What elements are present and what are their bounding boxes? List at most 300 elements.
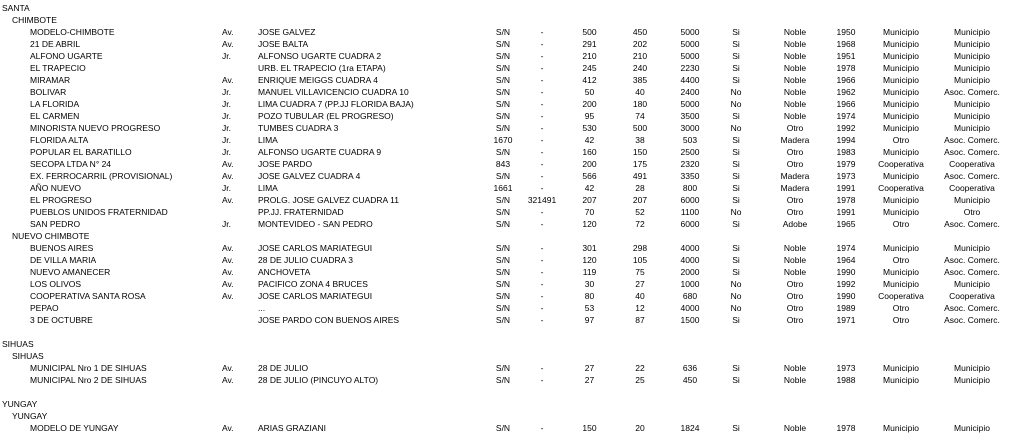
owner: Municipio xyxy=(883,51,919,61)
administrator: Otro xyxy=(963,207,981,217)
street-number: S/N xyxy=(495,267,511,277)
table-row xyxy=(0,98,1010,110)
street-number: S/N xyxy=(495,207,511,217)
owner: Municipio xyxy=(883,99,919,109)
street-number: S/N xyxy=(495,87,511,97)
status-flag: No xyxy=(730,207,742,217)
construction-material: Noble xyxy=(783,99,807,109)
street-type: Av. xyxy=(222,267,234,277)
market-name: EL PROGRESO xyxy=(30,195,92,205)
address: URB. EL TRAPECIO (1ra ETAPA) xyxy=(258,63,386,73)
street-number: S/N xyxy=(495,315,511,325)
owner: Municipio xyxy=(883,375,919,385)
construction-material: Noble xyxy=(783,39,807,49)
construction-material: Madera xyxy=(780,183,810,193)
year-built: 1978 xyxy=(836,195,856,205)
address: PROLG. JOSE GALVEZ CUADRA 11 xyxy=(258,195,399,205)
status-flag: Si xyxy=(732,219,740,229)
interior-number: - xyxy=(540,147,544,157)
market-name: MINORISTA NUEVO PROGRESO xyxy=(30,123,161,133)
street-type xyxy=(222,206,252,218)
value-1: 150 xyxy=(582,423,597,433)
administrator: Municipio xyxy=(954,423,990,433)
value-1: 566 xyxy=(582,171,597,181)
address: ALFONSO UGARTE CUADRA 9 xyxy=(258,147,382,157)
administrator: Municipio xyxy=(954,75,990,85)
street-type: Av. xyxy=(222,279,234,289)
status-flag: No xyxy=(730,303,742,313)
interior-number: - xyxy=(540,159,544,169)
market-name: SAN PEDRO xyxy=(30,219,81,229)
owner: Municipio xyxy=(883,123,919,133)
street-number: 1661 xyxy=(493,183,513,193)
district-header xyxy=(0,350,1010,362)
market-name: LA FLORIDA xyxy=(30,99,80,109)
street-type xyxy=(222,62,252,74)
address: ... xyxy=(258,303,266,313)
market-name: AÑO NUEVO xyxy=(30,183,82,193)
market-name: EL CARMEN xyxy=(30,111,80,121)
administrator: Municipio xyxy=(954,111,990,121)
value-3: 3500 xyxy=(680,111,700,121)
table-row xyxy=(0,146,1010,158)
value-3: 2000 xyxy=(680,267,700,277)
administrator: Cooperativa xyxy=(949,159,995,169)
owner: Otro xyxy=(892,303,910,313)
region-name: YUNGAY xyxy=(2,399,38,409)
interior-number: - xyxy=(540,111,544,121)
interior-number: - xyxy=(540,219,544,229)
table-row xyxy=(0,62,1010,74)
value-2: 28 xyxy=(635,183,645,193)
value-2: 38 xyxy=(635,135,645,145)
value-1: 53 xyxy=(584,303,595,313)
year-built: 1962 xyxy=(836,87,856,97)
interior-number: - xyxy=(540,423,544,433)
year-built: 1950 xyxy=(836,27,856,37)
status-flag: Si xyxy=(732,39,740,49)
interior-number: 321491 xyxy=(527,195,557,205)
value-2: 105 xyxy=(632,255,648,265)
value-1: 95 xyxy=(584,111,595,121)
construction-material: Otro xyxy=(786,291,804,301)
address: 28 DE JULIO (PINCUYO ALTO) xyxy=(258,375,379,385)
region-header xyxy=(0,2,1010,14)
market-name: NUEVO AMANECER xyxy=(30,267,111,277)
construction-material: Noble xyxy=(783,111,807,121)
value-3: 3350 xyxy=(680,171,700,181)
interior-number: - xyxy=(540,291,544,301)
value-3: 1000 xyxy=(680,279,700,289)
year-built: 1966 xyxy=(836,99,856,109)
year-built: 1991 xyxy=(836,207,856,217)
construction-material: Otro xyxy=(786,123,804,133)
year-built: 1992 xyxy=(836,123,856,133)
region-name: SIHUAS xyxy=(2,339,34,349)
address: ENRIQUE MEIGGS CUADRA 4 xyxy=(258,75,378,85)
address: MONTEVIDEO - SAN PEDRO xyxy=(258,219,373,229)
owner: Otro xyxy=(892,315,910,325)
owner: Cooperativa xyxy=(878,159,924,169)
value-2: 74 xyxy=(635,111,645,121)
address: POZO TUBULAR (EL PROGRESO) xyxy=(258,111,394,121)
owner: Municipio xyxy=(883,75,919,85)
value-2: 12 xyxy=(635,303,645,313)
value-1: 80 xyxy=(584,291,595,301)
market-name: POPULAR EL BARATILLO xyxy=(30,147,132,157)
year-built: 1951 xyxy=(836,51,856,61)
status-flag: Si xyxy=(732,243,740,253)
administrator: Asoc. Comerc. xyxy=(944,267,1000,277)
value-1: 97 xyxy=(584,315,595,325)
street-type: Av. xyxy=(222,195,234,205)
address: LIMA xyxy=(258,135,278,145)
district-name: SIHUAS xyxy=(12,351,44,361)
street-type: Jr. xyxy=(222,87,231,97)
administrator: Municipio xyxy=(954,375,990,385)
table-row xyxy=(0,134,1010,146)
owner: Municipio xyxy=(883,87,919,97)
street-type: Av. xyxy=(222,375,234,385)
table-row xyxy=(0,182,1010,194)
value-1: 291 xyxy=(582,39,597,49)
value-3: 2320 xyxy=(680,159,700,169)
street-number: S/N xyxy=(495,291,511,301)
street-type: Jr. xyxy=(222,111,231,121)
value-1: 412 xyxy=(582,75,597,85)
market-name: COOPERATIVA SANTA ROSA xyxy=(30,291,146,301)
table-row xyxy=(0,74,1010,86)
value-2: 210 xyxy=(632,51,648,61)
value-3: 1500 xyxy=(680,315,700,325)
administrator: Cooperativa xyxy=(949,183,995,193)
value-2: 22 xyxy=(635,363,645,373)
year-built: 1994 xyxy=(836,135,856,145)
address: JOSE PARDO CON BUENOS AIRES xyxy=(258,315,400,325)
street-number: S/N xyxy=(495,75,511,85)
table-row xyxy=(0,26,1010,38)
administrator: Municipio xyxy=(954,195,990,205)
street-type: Jr. xyxy=(222,147,231,157)
interior-number: - xyxy=(540,51,544,61)
construction-material: Otro xyxy=(786,159,804,169)
market-name: MODELO-CHIMBOTE xyxy=(30,27,115,37)
district-header xyxy=(0,14,1010,26)
status-flag: Si xyxy=(732,255,740,265)
market-name: EL TRAPECIO xyxy=(30,63,86,73)
status-flag: Si xyxy=(732,363,740,373)
value-3: 1824 xyxy=(680,423,700,433)
construction-material: Noble xyxy=(783,267,807,277)
market-name: BOLIVAR xyxy=(30,87,67,97)
owner: Municipio xyxy=(883,39,919,49)
interior-number: - xyxy=(540,99,544,109)
street-type: Av. xyxy=(222,291,234,301)
status-flag: No xyxy=(730,87,742,97)
interior-number: - xyxy=(540,135,544,145)
value-1: 30 xyxy=(584,279,595,289)
value-2: 450 xyxy=(632,27,648,37)
market-name: MIRAMAR xyxy=(30,75,71,85)
construction-material: Otro xyxy=(786,195,804,205)
address: LIMA xyxy=(258,183,278,193)
administrator: Municipio xyxy=(954,63,990,73)
value-2: 72 xyxy=(635,219,645,229)
market-name: PUEBLOS UNIDOS FRATERNIDAD xyxy=(30,207,168,217)
owner: Municipio xyxy=(883,279,919,289)
owner: Municipio xyxy=(883,363,919,373)
value-3: 5000 xyxy=(680,51,700,61)
administrator: Municipio xyxy=(954,39,990,49)
address: PP.JJ. FRATERNIDAD xyxy=(258,207,344,217)
owner: Municipio xyxy=(883,27,919,37)
district-name: CHIMBOTE xyxy=(12,15,57,25)
value-2: 385 xyxy=(632,75,648,85)
market-name: PEPAO xyxy=(30,303,59,313)
administrator: Asoc. Comerc. xyxy=(944,171,1000,181)
value-3: 503 xyxy=(682,135,698,145)
construction-material: Madera xyxy=(780,135,810,145)
table-row xyxy=(0,158,1010,170)
year-built: 1990 xyxy=(836,267,856,277)
street-type: Av. xyxy=(222,39,234,49)
value-1: 200 xyxy=(582,159,597,169)
year-built: 1992 xyxy=(836,279,856,289)
address: JOSE CARLOS MARIATEGUI xyxy=(258,243,373,253)
interior-number: - xyxy=(540,39,544,49)
street-number: S/N xyxy=(495,51,511,61)
address: PACIFICO ZONA 4 BRUCES xyxy=(258,279,368,289)
street-type xyxy=(222,302,252,314)
table-row xyxy=(0,278,1010,290)
street-number: 1670 xyxy=(493,135,513,145)
value-1: 120 xyxy=(582,255,597,265)
year-built: 1973 xyxy=(836,363,856,373)
table-row xyxy=(0,314,1010,326)
address: JOSE CARLOS MARIATEGUI xyxy=(258,291,373,301)
value-1: 301 xyxy=(582,243,597,253)
market-name: FLORIDA ALTA xyxy=(30,135,89,145)
construction-material: Noble xyxy=(783,423,807,433)
interior-number: - xyxy=(540,183,544,193)
value-2: 25 xyxy=(635,375,645,385)
value-2: 150 xyxy=(632,147,648,157)
value-1: 160 xyxy=(582,147,597,157)
owner: Municipio xyxy=(883,243,919,253)
year-built: 1988 xyxy=(836,375,856,385)
status-flag: Si xyxy=(732,183,740,193)
administrator: Asoc. Comerc. xyxy=(944,219,1000,229)
owner: Municipio xyxy=(883,111,919,121)
construction-material: Otro xyxy=(786,315,804,325)
address: TUMBES CUADRA 3 xyxy=(258,123,339,133)
administrator: Asoc. Comerc. xyxy=(944,255,1000,265)
market-name: SECOPA LTDA N° 24 xyxy=(30,159,112,169)
street-number: S/N xyxy=(495,195,511,205)
value-3: 2400 xyxy=(680,87,700,97)
owner: Cooperativa xyxy=(878,183,924,193)
street-type: Av. xyxy=(222,171,234,181)
table-row xyxy=(0,362,1010,374)
value-3: 4000 xyxy=(680,243,700,253)
street-type: Jr. xyxy=(222,123,231,133)
owner: Municipio xyxy=(883,267,919,277)
table-row xyxy=(0,170,1010,182)
value-3: 1100 xyxy=(680,207,700,217)
value-1: 500 xyxy=(582,27,597,37)
administrator: Asoc. Comerc. xyxy=(944,147,1000,157)
year-built: 1973 xyxy=(836,171,856,181)
interior-number: - xyxy=(540,207,544,217)
value-2: 20 xyxy=(635,423,645,433)
value-2: 87 xyxy=(635,315,645,325)
table-row xyxy=(0,290,1010,302)
construction-material: Otro xyxy=(786,207,804,217)
value-3: 4400 xyxy=(680,75,700,85)
year-built: 1978 xyxy=(836,63,856,73)
interior-number: - xyxy=(540,63,544,73)
district-name: NUEVO CHIMBOTE xyxy=(12,231,90,241)
owner: Municipio xyxy=(883,423,919,433)
year-built: 1978 xyxy=(836,423,856,433)
construction-material: Noble xyxy=(783,75,807,85)
value-3: 6000 xyxy=(680,219,700,229)
street-number: S/N xyxy=(495,27,511,37)
address: JOSE GALVEZ CUADRA 4 xyxy=(258,171,361,181)
construction-material: Noble xyxy=(783,243,807,253)
value-2: 207 xyxy=(632,195,648,205)
owner: Otro xyxy=(892,219,910,229)
value-3: 3000 xyxy=(680,123,700,133)
street-number: S/N xyxy=(495,255,511,265)
administrator: Municipio xyxy=(954,123,990,133)
market-name: 3 DE OCTUBRE xyxy=(30,315,93,325)
value-2: 202 xyxy=(632,39,648,49)
street-number: S/N xyxy=(495,363,511,373)
value-2: 298 xyxy=(632,243,648,253)
table-row xyxy=(0,206,1010,218)
table-row xyxy=(0,122,1010,134)
value-3: 5000 xyxy=(680,39,700,49)
address: 28 DE JULIO xyxy=(258,363,309,373)
administrator: Asoc. Comerc. xyxy=(944,315,1000,325)
owner: Cooperativa xyxy=(878,291,924,301)
address: JOSE GALVEZ xyxy=(258,27,316,37)
owner: Municipio xyxy=(883,63,919,73)
status-flag: Si xyxy=(732,195,740,205)
value-2: 491 xyxy=(632,171,648,181)
construction-material: Otro xyxy=(786,147,804,157)
construction-material: Noble xyxy=(783,87,807,97)
address: ARIAS GRAZIANI xyxy=(258,423,327,433)
value-2: 40 xyxy=(635,291,645,301)
year-built: 1966 xyxy=(836,75,856,85)
street-number: S/N xyxy=(495,279,511,289)
region-name: SANTA xyxy=(2,3,30,13)
table-row xyxy=(0,242,1010,254)
value-3: 5000 xyxy=(680,99,700,109)
status-flag: No xyxy=(730,99,742,109)
administrator: Asoc. Comerc. xyxy=(944,135,1000,145)
status-flag: No xyxy=(730,123,742,133)
interior-number: - xyxy=(540,255,544,265)
market-name: LOS OLIVOS xyxy=(30,279,82,289)
street-number: S/N xyxy=(495,375,511,385)
value-3: 4000 xyxy=(680,255,700,265)
value-2: 175 xyxy=(632,159,648,169)
street-type: Jr. xyxy=(222,51,231,61)
table-row xyxy=(0,254,1010,266)
street-number: S/N xyxy=(495,99,511,109)
value-1: 245 xyxy=(582,63,597,73)
administrator: Municipio xyxy=(954,51,990,61)
status-flag: Si xyxy=(732,375,740,385)
table-row xyxy=(0,218,1010,230)
street-type: Av. xyxy=(222,255,234,265)
value-2: 180 xyxy=(632,99,648,109)
region-header xyxy=(0,338,1010,350)
owner: Otro xyxy=(892,255,910,265)
street-number: S/N xyxy=(495,243,511,253)
administrator: Asoc. Comerc. xyxy=(944,87,1000,97)
interior-number: - xyxy=(540,243,544,253)
year-built: 1974 xyxy=(836,243,856,253)
market-name: MODELO DE YUNGAY xyxy=(30,423,119,433)
value-2: 240 xyxy=(632,63,648,73)
value-3: 5000 xyxy=(680,27,700,37)
administrator: Municipio xyxy=(954,279,990,289)
address: ANCHOVETA xyxy=(258,267,311,277)
construction-material: Noble xyxy=(783,255,807,265)
market-name: BUENOS AIRES xyxy=(30,243,94,253)
value-3: 636 xyxy=(682,363,698,373)
administrator: Asoc. Comerc. xyxy=(944,303,1000,313)
value-3: 800 xyxy=(682,183,698,193)
street-type: Av. xyxy=(222,27,234,37)
market-name: 21 DE ABRIL xyxy=(30,39,81,49)
status-flag: Si xyxy=(732,147,740,157)
interior-number: - xyxy=(540,267,544,277)
status-flag: Si xyxy=(732,111,740,121)
table-row xyxy=(0,50,1010,62)
owner: Otro xyxy=(892,135,910,145)
year-built: 1965 xyxy=(836,219,856,229)
value-3: 2230 xyxy=(680,63,700,73)
value-2: 27 xyxy=(635,279,645,289)
administrator: Cooperativa xyxy=(949,291,995,301)
value-1: 70 xyxy=(584,207,595,217)
value-3: 680 xyxy=(682,291,698,301)
year-built: 1968 xyxy=(836,39,856,49)
district-header xyxy=(0,410,1010,422)
street-type: Av. xyxy=(222,363,234,373)
table-row xyxy=(0,194,1010,206)
administrator: Municipio xyxy=(954,27,990,37)
street-number: S/N xyxy=(495,423,511,433)
construction-material: Adobe xyxy=(782,219,808,229)
value-1: 210 xyxy=(582,51,597,61)
market-name: ALFONO UGARTE xyxy=(30,51,103,61)
year-built: 1991 xyxy=(836,183,856,193)
address: MANUEL VILLAVICENCIO CUADRA 10 xyxy=(258,87,409,97)
region-header xyxy=(0,398,1010,410)
street-number: 843 xyxy=(495,159,511,169)
status-flag: No xyxy=(730,291,742,301)
status-flag: No xyxy=(730,279,742,289)
table-row xyxy=(0,38,1010,50)
street-type xyxy=(222,314,252,326)
street-number: S/N xyxy=(495,39,511,49)
